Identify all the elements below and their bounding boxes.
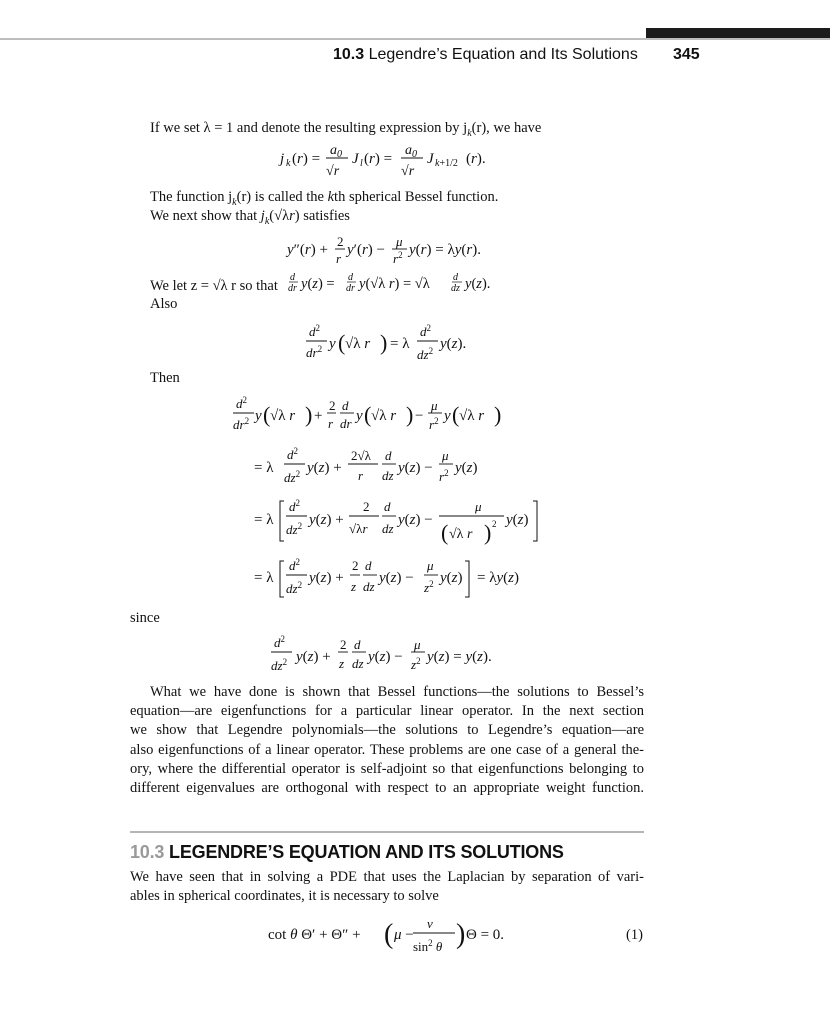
- svg-text:cot θ Θ′ + Θ″ +: cot θ Θ′ + Θ″ +: [268, 927, 361, 943]
- text-line-3-b: satisfies: [303, 208, 350, 224]
- svg-text:dr: dr: [346, 283, 355, 294]
- paragraph-line: ory, where the differential operator is self-adjoint so that eigenfunctions belonging to: [130, 760, 644, 777]
- svg-text:2√λ: 2√λ: [351, 448, 371, 463]
- svg-text:a0: $a_0$: [330, 143, 342, 160]
- paragraph-line: equation—are eigenfunctions for a particular linear operator. In the next section: [130, 703, 644, 720]
- svg-text:d2: $d^2$: [309, 323, 320, 339]
- equation-since: [270, 634, 520, 683]
- svg-text:μ: μ: [442, 448, 449, 463]
- svg-text:z2: $z^2$: [411, 656, 421, 672]
- equation-1-label: (1): [626, 927, 643, 943]
- text-since: since: [130, 610, 160, 626]
- svg-text:−: −: [415, 408, 424, 424]
- svg-text:d2: $d^2$: [287, 446, 298, 462]
- text-line-3: [150, 207, 350, 231]
- inline-jk-sqrt: $j_k(√\lambda r)$: [260, 208, 300, 227]
- svg-text:r: r: [336, 251, 342, 266]
- svg-text:d2: $d^2$: [236, 395, 247, 411]
- svg-text:y(z) +: y(z) +: [309, 512, 344, 528]
- svg-text:dz2: $dz^2$: [417, 346, 434, 362]
- section-rule: [130, 831, 644, 833]
- text-line-2-sub: k: [232, 196, 237, 208]
- running-head: [333, 46, 638, 64]
- svg-text:y: y: [444, 408, 451, 424]
- svg-text:= λ: = λ: [254, 512, 274, 528]
- svg-text:Θ = 0.: Θ = 0.: [466, 927, 505, 943]
- equation-1: [268, 912, 518, 965]
- equation-since-svg: [270, 634, 520, 678]
- svg-text:J: J: [427, 151, 434, 167]
- header-rule: [0, 38, 830, 40]
- svg-text:k: k: [286, 158, 291, 169]
- svg-text:y(z).: y(z).: [465, 276, 491, 292]
- equation-chain-svg: [232, 393, 552, 603]
- svg-text:dz: dz: [363, 579, 375, 594]
- equation-also-svg: [305, 322, 485, 366]
- equation-inline-chain: [288, 270, 528, 305]
- svg-text:y(z) −: y(z) −: [379, 570, 414, 586]
- svg-text:): ): [380, 330, 388, 355]
- svg-text:d: d: [348, 272, 353, 283]
- equation-also: [305, 322, 485, 371]
- svg-text:d: d: [354, 637, 361, 652]
- text-line-1-sub: k: [467, 127, 472, 139]
- svg-text:): ): [456, 919, 466, 950]
- svg-text:√λr: √λr: [349, 521, 368, 536]
- svg-text:μ −: μ −: [394, 927, 414, 943]
- text-line-4: [150, 277, 278, 296]
- svg-text:y(z) +: y(z) +: [309, 570, 344, 586]
- svg-text:μ: μ: [431, 398, 438, 413]
- text-line-1: [150, 119, 541, 143]
- svg-text:μ: μ: [475, 499, 482, 514]
- svg-text:ν: ν: [427, 916, 433, 931]
- svg-text:sin2 θ: $\sin^2 \theta$: [413, 938, 443, 954]
- svg-text:): ): [484, 520, 492, 545]
- svg-text:J: J: [352, 151, 359, 167]
- svg-text:dz2: $dz^2$: [284, 469, 301, 485]
- svg-text:y(z) −: y(z) −: [398, 460, 433, 476]
- svg-text:μ: μ: [427, 558, 434, 573]
- svg-text:a0: $a_0$: [405, 143, 417, 160]
- svg-text:y: y: [356, 408, 363, 424]
- svg-text:√λ r: √λ r: [449, 527, 473, 542]
- svg-text:y″(r) +: y″(r) +: [287, 242, 328, 258]
- svg-text:y(z): y(z): [506, 512, 529, 528]
- paragraph-line: we show that Legendre polynomials—the solutions to Legendre’s equation—are: [130, 722, 644, 739]
- intro-line: ables in spherical coordinates, it is necessary to solve: [130, 888, 439, 905]
- svg-text:√r: √r: [326, 164, 340, 179]
- svg-text:y(z) =: y(z) =: [301, 276, 335, 292]
- svg-text:d: d: [342, 398, 349, 413]
- svg-text:y(z) = y(z).: y(z) = y(z).: [427, 649, 492, 665]
- svg-text:y(z) +: y(z) +: [307, 460, 342, 476]
- text-line-4-a: We let z = √λ r so that: [150, 278, 278, 294]
- body-paragraph: [130, 683, 644, 798]
- section-heading: [130, 842, 564, 863]
- svg-text:d: d: [385, 448, 392, 463]
- section-heading-number: 10.3: [130, 842, 165, 862]
- text-line-1-b: (r), we have: [471, 120, 542, 136]
- svg-text:dr: dr: [340, 416, 352, 431]
- svg-text:d2: $d^2$: [289, 498, 300, 514]
- equation-jk: [280, 142, 530, 187]
- svg-text:r: r: [328, 416, 334, 431]
- svg-text:y(r) = λy(r).: y(r) = λy(r).: [409, 242, 482, 258]
- svg-text:dz: dz: [451, 283, 460, 294]
- svg-text:= λ: = λ: [390, 336, 410, 352]
- svg-text:= λ: = λ: [254, 570, 274, 586]
- svg-text:dz2: $dz^2$: [286, 580, 303, 596]
- svg-text:d2: $d^2$: [420, 323, 431, 339]
- svg-text:√r: √r: [401, 164, 415, 179]
- paragraph-line: What we have done is shown that Bessel functions—the solutions to Bessel’s: [150, 684, 644, 700]
- svg-text:y(z): y(z): [440, 570, 463, 586]
- svg-text:l: l: [360, 158, 363, 169]
- svg-text:2: 2: [352, 558, 359, 573]
- svg-text:dz2: $dz^2$: [271, 657, 288, 673]
- svg-text:k+1/2: k+1/2: [435, 158, 458, 169]
- svg-text:r2: $r^2$: [393, 250, 403, 266]
- svg-text:d: d: [365, 558, 372, 573]
- svg-text:): ): [494, 402, 502, 427]
- text-line-1-a: If we set λ = 1 and denote the resulting expression by j: [150, 120, 468, 136]
- equation-inline-chain-svg: [288, 270, 528, 300]
- equation-jk-svg: [280, 142, 530, 182]
- svg-text:z: z: [351, 579, 357, 594]
- svg-text:√λ r: √λ r: [459, 408, 485, 424]
- svg-text:y: y: [329, 336, 336, 352]
- page-number: 345: [673, 46, 700, 63]
- equation-chain: [232, 393, 552, 608]
- svg-text:y(√λ r) = √λ: y(√λ r) = √λ: [359, 276, 430, 292]
- running-head-section-number: 10.3: [333, 46, 365, 63]
- svg-text:μ: μ: [414, 637, 421, 652]
- svg-text:2: 2: [363, 499, 370, 514]
- svg-text:2: 2: [337, 234, 344, 249]
- svg-text:2: 2: [329, 398, 336, 413]
- svg-text:dr: dr: [288, 283, 297, 294]
- svg-text:μ: μ: [396, 234, 403, 249]
- svg-text:): ): [406, 402, 414, 427]
- svg-text:d: d: [384, 499, 391, 514]
- svg-text:y(z) −: y(z) −: [398, 512, 433, 528]
- equation-ode-svg: [287, 232, 527, 272]
- svg-text:y′(r) −: y′(r) −: [347, 242, 386, 258]
- svg-text:dz2: $dz^2$: [286, 521, 303, 537]
- svg-text:r2: $r^2$: [429, 416, 439, 432]
- svg-text:y: y: [255, 408, 262, 424]
- svg-text:√λ r: √λ r: [270, 408, 296, 424]
- svg-text:(: (: [384, 919, 394, 950]
- svg-text:d: d: [453, 272, 458, 283]
- svg-text:= λ: = λ: [254, 460, 274, 476]
- svg-text:(: (: [338, 330, 346, 355]
- text-line-2-c: th spherical Bessel function.: [334, 189, 499, 205]
- text-line-2-a: The function j: [150, 189, 233, 205]
- svg-text:y(z).: y(z).: [440, 336, 467, 352]
- paragraph-line: also eigenfunctions of a linear operator. These problems are one case of a general the-: [130, 741, 644, 758]
- svg-text:j: j: [280, 151, 285, 167]
- svg-text:): ): [305, 402, 313, 427]
- text-then: Then: [150, 370, 180, 386]
- svg-text:√λ r: √λ r: [371, 408, 397, 424]
- svg-text:= λy(z): = λy(z): [477, 570, 519, 586]
- svg-text:y(z) +: y(z) +: [296, 649, 331, 665]
- intro-line: We have seen that in solving a PDE that uses the Laplacian by separation of vari-: [130, 869, 644, 885]
- svg-text:z2: $z^2$: [424, 579, 434, 595]
- text-line-2-k: k: [327, 189, 335, 205]
- svg-text:√λ r: √λ r: [345, 336, 371, 352]
- equation-1-svg: [268, 912, 518, 960]
- svg-text:d2: $d^2$: [274, 634, 285, 650]
- text-also: Also: [150, 296, 178, 312]
- svg-text:d: d: [290, 272, 295, 283]
- svg-text:dr2: $dr^2$: [233, 416, 250, 432]
- svg-text:(: (: [263, 402, 271, 427]
- svg-text:dz: dz: [382, 521, 394, 536]
- running-head-title: Legendre’s Equation and Its Solutions: [368, 46, 638, 63]
- svg-text:(: (: [364, 402, 372, 427]
- svg-text:(: (: [452, 402, 460, 427]
- svg-text:y(z) −: y(z) −: [368, 649, 403, 665]
- svg-text:(r).: (r).: [466, 151, 486, 167]
- paragraph-line: different eigenvalues are orthogonal with respect to an appropriate weight function.: [130, 780, 644, 797]
- svg-text:(r) =: (r) =: [364, 151, 393, 167]
- svg-text:r2: $r^2$: [439, 468, 449, 484]
- text-line-2-b: (r) is called the: [236, 189, 328, 205]
- svg-text:(r) =: (r) =: [292, 151, 321, 167]
- svg-text:(: (: [441, 520, 449, 545]
- svg-text:r: r: [358, 468, 364, 483]
- svg-text:2: 2: [340, 637, 347, 652]
- section-intro: [130, 868, 644, 906]
- text-line-3-a: We next show that: [150, 208, 258, 224]
- section-heading-title: LEGENDRE’S EQUATION AND ITS SOLUTIONS: [169, 842, 564, 862]
- svg-text:y(z): y(z): [455, 460, 478, 476]
- svg-text:+: +: [314, 408, 323, 424]
- svg-text:d2: $d^2$: [289, 557, 300, 573]
- svg-text:dz: dz: [352, 656, 364, 671]
- svg-text:2: 2: [492, 519, 497, 529]
- svg-text:z: z: [339, 656, 345, 671]
- svg-text:dz: dz: [382, 468, 394, 483]
- svg-text:dr2: $dr^2$: [306, 344, 323, 360]
